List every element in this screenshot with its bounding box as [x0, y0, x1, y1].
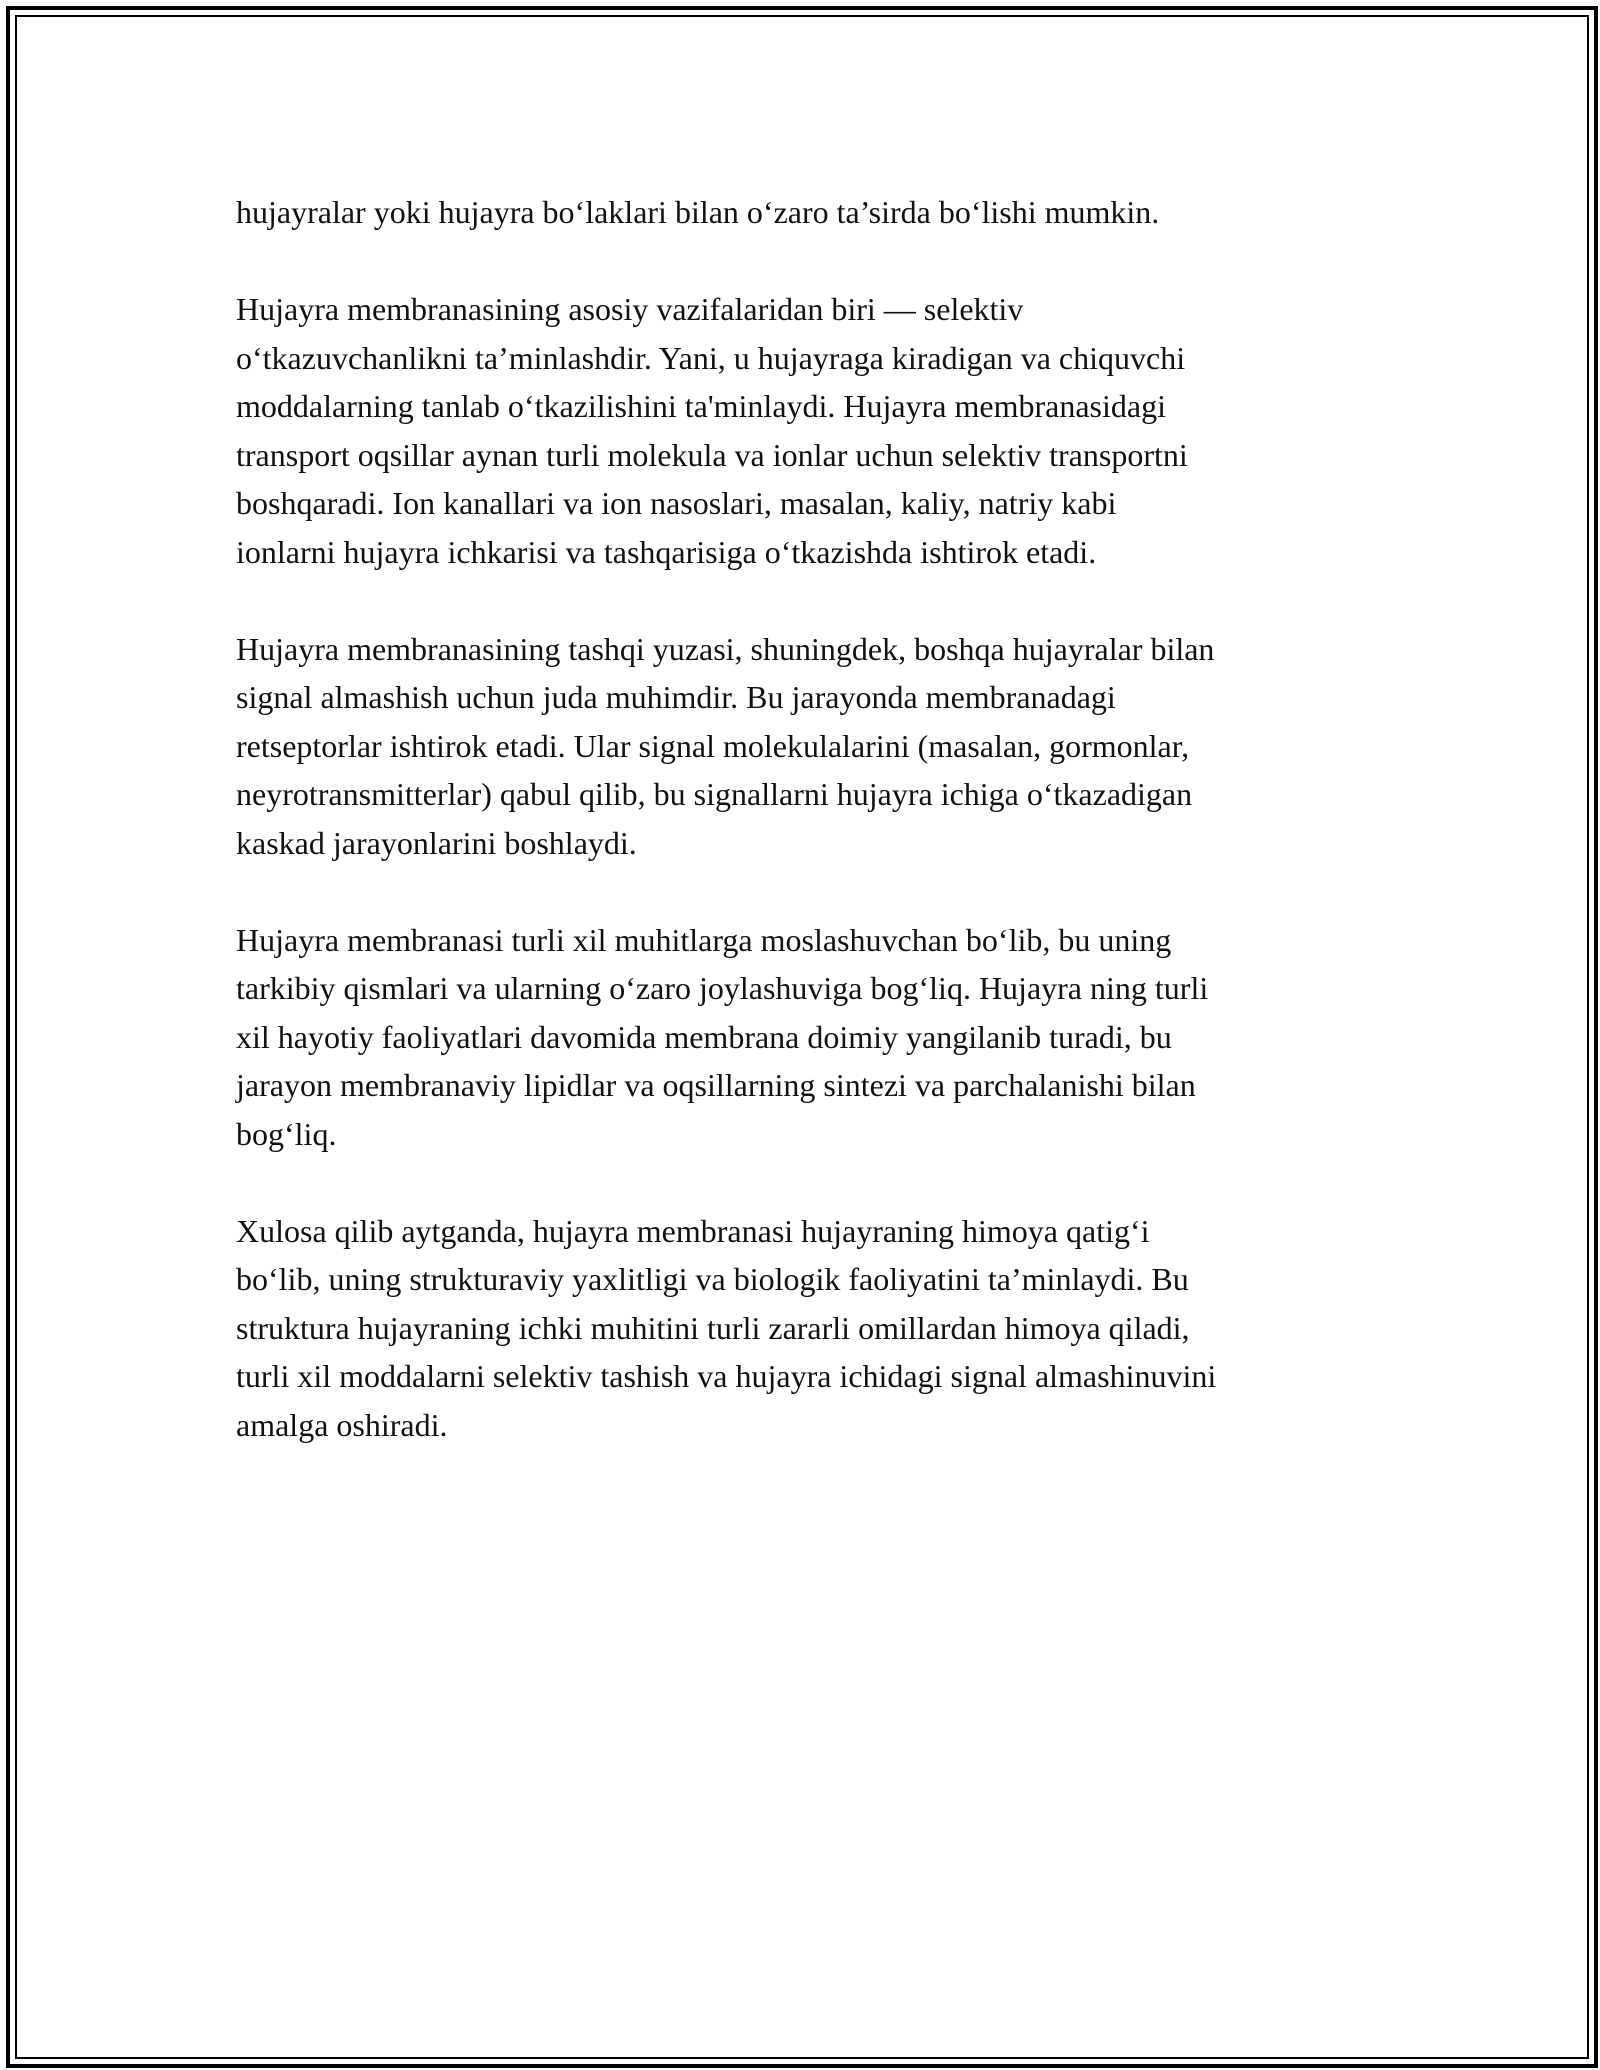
text-line: amalga oshiradi.	[236, 1406, 448, 1443]
text-line: o‘tkazuvchanlikni ta’minlashdir. Yani, u hujayraga kiradigan va chiquvchi	[236, 339, 1186, 376]
text-line: jarayon membranaviy lipidlar va oqsillarning sintezi va parchalanishi bilan	[236, 1067, 1196, 1103]
text-line: struktura hujayraning ichki muhitini turli zararli omillardan himoya qiladi,	[236, 1309, 1190, 1346]
text-line: Hujayra membranasining tashqi yuzasi, shuningdek, boshqa hujayralar bilan	[236, 630, 1215, 667]
text-line: tarkibiy qismlari va ularning o‘zaro joylashuviga bog‘liq. Hujayra ning turli	[236, 970, 1209, 1006]
text-line: ionlarni hujayra ichkarisi va tashqarisiga o‘tkazishda ishtirok etadi.	[236, 533, 1097, 570]
text-line: retseptorlar ishtirok etadi. Ular signal molekulalarini (masalan, gormonlar,	[236, 727, 1190, 764]
text-line: neyrotransmitterlar) qabul qilib, bu signallarni hujayra ichiga o‘tkazadigan	[236, 776, 1193, 812]
text-line: hujayralar yoki hujayra bo‘laklari bilan o‘zaro ta’sirda bo‘lishi mumkin.	[236, 194, 1160, 230]
text-line: bog‘liq.	[236, 1115, 337, 1152]
text-line: Xulosa qilib aytganda, hujayra membranasi hujayraning himoya qatig‘i	[236, 1212, 1150, 1249]
paragraph-3	[236, 625, 1366, 868]
text-line: boshqaradi. Ion kanallari va ion nasoslari, masalan, kaliy, natriy kabi	[236, 485, 1117, 521]
text-line: Hujayra membranasi turli xil muhitlarga moslashuvchan bo‘lib, bu uning	[236, 921, 1172, 958]
text-line: bo‘lib, uning strukturaviy yaxlitligi va biologik faoliyatini ta’minlaydi. Bu	[236, 1261, 1189, 1297]
text-line: signal almashish uchun juda muhimdir. Bu jarayonda membranadagi	[236, 679, 1116, 715]
text-line: moddalarning tanlab o‘tkazilishini ta'minlaydi. Hujayra membranasidagi	[236, 388, 1166, 424]
document-body	[236, 188, 1366, 1498]
paragraph-1	[236, 188, 1366, 237]
text-line: Hujayra membranasining asosiy vazifalaridan biri — selektiv	[236, 291, 1024, 327]
text-line: xil hayotiy faoliyatlari davomida membrana doimiy yangilanib turadi, bu	[236, 1018, 1172, 1055]
paragraph-4	[236, 916, 1366, 1159]
text-line: transport oqsillar aynan turli molekula va ionlar uchun selektiv transportni	[236, 436, 1188, 473]
paragraph-5	[236, 1207, 1366, 1450]
text-line: kaskad jarayonlarini boshlaydi.	[236, 824, 637, 861]
paragraph-2	[236, 285, 1366, 576]
text-line: turli xil moddalarni selektiv tashish va hujayra ichidagi signal almashinuvini	[236, 1358, 1217, 1394]
